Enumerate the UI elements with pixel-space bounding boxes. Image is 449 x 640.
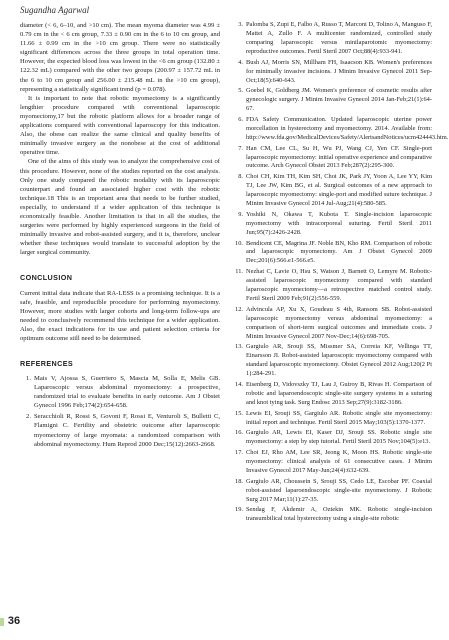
reference-item bbox=[232, 59, 432, 86]
reference-number: 10. bbox=[235, 239, 243, 247]
reference-item bbox=[232, 506, 432, 524]
reference-number: 11. bbox=[235, 268, 243, 276]
reference-number: 8. bbox=[238, 173, 243, 181]
reference-text: Mais V, Ajossa S, Guerriero S, Mascia M, Solla E, Melis GB. Laparoscopic versus abdominal myomectomy: a prospective, randomized trial to evaluate benefits in early outcome. Am J Obstet Gynecol 1996 Feb;174(2):654-658. bbox=[34, 375, 220, 410]
reference-text: Choi EJ, Rho AM, Lee SR, Jeong K, Moon HS. Robotic single-site myomectomy: clinical analysis of 61 consecutive cases. J Minim Invasive Gynecol 2017 May-Jun;24(4):632-639. bbox=[246, 449, 432, 474]
reference-number: 16. bbox=[235, 429, 243, 437]
reference-item bbox=[232, 478, 432, 505]
reference-number: 9. bbox=[238, 210, 243, 218]
reference-text: Seracchioli R, Rossi S, Govoni F, Rossi E, Venturoli S, Bulletti C, Flamigni C. Fertility and obstetric outcome after laparoscopic myomectomy of large myomata: a randomized comparison with abdominal myomectomy. Hum Reprod 2000 Dec;15(12):2663-2668. bbox=[34, 413, 220, 448]
reference-number: 5. bbox=[238, 87, 243, 95]
reference-list-right bbox=[232, 21, 449, 524]
reference-text: Eisenberg D, Vidovszky TJ, Lau J, Guiroy B, Rivas H. Comparison of robotic and laparoendoscopic single-site surgery systems in a suturing and knot tying task. Surg Endosc 2013 Sep;27(9):3182-3186. bbox=[246, 380, 432, 406]
reference-item bbox=[232, 240, 432, 267]
reference-text: Bendicent CE, Magrina JF. Noble BN, Kho RM. Comparison of robotic and laparoscopic myomectomy. Am J Obstet Gynecol 2009 Dec;201(6):566.e1-566.e5. bbox=[246, 239, 432, 265]
reference-item bbox=[232, 429, 432, 447]
reference-text: Advincula AP, Xu X, Goudeau S 4th, Ransom SB. Robot-assisted laparoscopic myomectomy versus abdominal myomectomy: a comparison of short-term surgical outcomes and immediate costs. J Minim Invasive Gynecol 2007 Nov-Dec;14(6):698-705. bbox=[246, 305, 432, 340]
reference-number: 13. bbox=[235, 343, 243, 351]
reference-item bbox=[232, 268, 432, 304]
reference-text: Choi CH, Kim TH, Kim SH, Choi JK, Park JY, Yoon A, Lee YY, Kim TJ, Lee JW, Kim BG, et al. Surgical outcomes of a new approach to laparoscopic myomectomy: single-port and modified suture technique. J Minim Invasive Gynecol 2014 Jul-Aug;21(4):580-585. bbox=[246, 173, 432, 208]
reference-list-left bbox=[20, 374, 220, 449]
body-paragraph: It is important to note that robotic myomectomy is a significantly lengthier procedure compared with conventional laparoscopic myomectomy,17 but the robotic platform allows for a broader range of applications compared with conventional laparoscopy for this indication. Also, the obese can realize the same clinical and quality benefits of minimally invasive surgery as the nonobese at the cost of additional operative time. bbox=[20, 94, 220, 157]
body-paragraph: diameter (< 6, 6–10, and >10 cm). The mean myoma diameter was 4.99 ± 0.79 cm in the < 6 cm group, 7.33 ± 0.90 cm in the 6 to 10 cm group, and 11.66 ± 0.99 cm in the >10 cm group. There were no statistically significant differences across the three groups in total operation time. However, the expected blood loss was lowest in the <6 cm group (132.80 ± 122.32 mL) compared with the other two groups (200.97 ± 157.72 mL in the 6 to 10 cm group and 256.00 ± 215.48 mL in the >10 cm group), representing a statistically significant trend (p = 0.078). bbox=[20, 22, 220, 93]
reference-number: 17. bbox=[235, 449, 243, 457]
reference-item bbox=[232, 145, 432, 172]
left-column bbox=[20, 21, 220, 451]
body-paragraph: One of the aims of this study was to analyze the comprehensive cost of this procedure. However, none of the studies reported on the cost analysis. Only one study compared the robotic modality with its laparoscopic counterpart and found an associated higher cost with the robotic technique.18 This is an important area that needs to be further studied, especially, to understand if a wider application of this technique is economically feasible. Another limitation is that in all the studies, the surgeries were performed by highly experienced surgeons in the field of minimally invasive and robot-assisted surgery, and it is, therefore, unclear whether these techniques would translate to successful adoption by the larger surgical community. bbox=[20, 158, 220, 257]
reference-item bbox=[232, 306, 432, 342]
reference-text: Yoshiki N, Okawa T, Kubota T. Single-incision laparoscopic myomectomy with intracorporeal suturing. Fertil Steril 2011 Jun;95(7):2426-2428. bbox=[246, 210, 432, 236]
reference-item bbox=[232, 115, 449, 143]
reference-number: 3. bbox=[238, 21, 243, 28]
conclusion-heading: CONCLUSION bbox=[20, 273, 73, 283]
reference-item bbox=[232, 343, 432, 379]
reference-text: Gargiulo AR, Srouji SS, Missmer SA, Correia KF, Vellinga TT, Einarsson JI. Robot-assisted laparoscopic myomectomy compared with standard laparoscopic myomectomy. Obstet Gynecol 2012 Aug;120(2 Pt 1):284-291. bbox=[246, 343, 432, 378]
reference-number: 12. bbox=[235, 305, 243, 313]
running-head: Sugandha Agarwal bbox=[20, 5, 90, 15]
reference-text: Han CM, Lee CL, Su H, Wu PJ, Wang CJ, Yen CF. Single-port laparoscopic myomectomy: initial operative experience and comparative outcome. Arch Gynecol Obstet 2013 Feb;287(2):295-300. bbox=[246, 144, 432, 170]
reference-number: 6. bbox=[238, 115, 243, 123]
reference-number: 15. bbox=[235, 409, 243, 417]
reference-number: 4. bbox=[238, 58, 243, 66]
reference-item bbox=[232, 410, 432, 428]
reference-text: FDA Safety Communication. Updated laparoscopic uterine power morcellation in hysterectomy and myomectomy. 2014. Available from: http://www.fda.gov/MedicalDevices/Safety/AlertsandNotices/ucm424443.htm. bbox=[246, 115, 449, 141]
reference-text: Lewis EI, Srouji SS, Gargiulo AR. Robotic single site myomectomy: initial report and technique. Fertil Steril 2015 May;103(5):1370-1377. bbox=[246, 409, 432, 426]
reference-number: 7. bbox=[238, 144, 243, 152]
reference-item bbox=[232, 381, 432, 408]
reference-item bbox=[232, 21, 432, 57]
references-heading: REFERENCES bbox=[20, 359, 74, 369]
conclusion-paragraph: Current initial data indicate that RA-LESS is a promising technique. It is a safe, feasible, and reproducible procedure for performing myomectomy. However, more studies with larger cohorts and long-term follow-ups are needed to conclusively recommend this technique for a wider application. Also, the exact indications for its use and patient selection criteria for optimum outcome still need to be determined. bbox=[20, 289, 220, 342]
reference-text: Sendag F, Akdemir A, Oztekin MK. Robotic single-incision transumbilical total hysterectomy using a single-site robotic bbox=[246, 506, 432, 523]
reference-number: 18. bbox=[235, 477, 243, 485]
reference-text: Gargiulo AR, Choussein S, Srouji SS, Cedo LE, Escobar PF. Coaxial robot-assisted laparoendoscopic single-site myomectomy. J Robotic Surg 2017 Mar;11(1):27-35. bbox=[246, 477, 432, 503]
reference-number: 14. bbox=[235, 380, 243, 388]
reference-number: 2. bbox=[26, 413, 31, 421]
reference-item bbox=[232, 87, 432, 114]
right-column bbox=[232, 21, 449, 526]
reference-text: Gargiulo AR, Lewis EI, Kaser DJ, Srouji SS. Robotic single site myomectomy: a step by step tutorial. Fertil Steril 2015 Nov;104(5):e13. bbox=[246, 429, 432, 446]
reference-item bbox=[232, 173, 432, 209]
reference-item bbox=[232, 449, 432, 476]
reference-text: Nezhat C, Lavie O, Hsu S, Watson J, Barnett O, Lemyre M. Robotic-assisted laparoscopic myomectomy compared with standard laparoscopic myomectomy—a retrospective matched control study. Fertil Steril 2009 Feb;91(2):556-559. bbox=[246, 268, 432, 303]
reference-item bbox=[20, 374, 220, 410]
reference-item bbox=[20, 412, 220, 448]
reference-number: 1. bbox=[26, 375, 31, 383]
reference-number: 19. bbox=[235, 506, 243, 514]
reference-text: Goebel K, Goldberg JM. Women's preference of cosmetic results after gynecologic surgery. J Minim Invasive Gynecol 2014 Jan-Feb;21(1):64-67. bbox=[246, 87, 432, 113]
reference-item bbox=[232, 211, 432, 238]
reference-text: Palomba S, Zupi E, Falbo A, Russo T, Marconi D, Tolino A, Manguso F, Mattei A, Zullo F. A multicenter randomized, controlled study comparing laparoscopic versus minilaparotomic myomectomy: reproductive outcomes. Fertil Steril 2007 Oct;88(4):933-941. bbox=[246, 21, 432, 55]
page-number: 36 bbox=[7, 615, 21, 627]
reference-text: Bush AJ, Morris SN, Millham FH, Isaacson KB. Women's preferences for minimally invasive incisions. J Minim Invasive Gynecol 2011 Sep-Oct;18(5):640-643. bbox=[246, 58, 432, 84]
